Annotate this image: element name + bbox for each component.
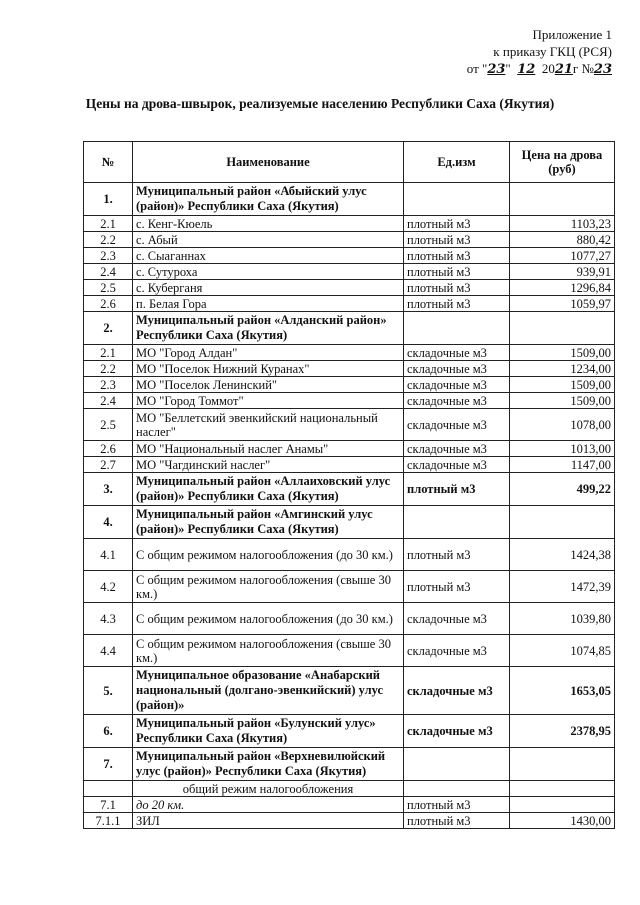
- handwritten-month: 12: [517, 62, 536, 77]
- row-price: 880,42: [510, 232, 615, 248]
- row-name: С общим режимом налогообложения (до 30 км.): [133, 603, 404, 635]
- row-unit: [404, 748, 510, 781]
- row-name: с. Куберганя: [133, 280, 404, 296]
- row-number: 1.: [84, 183, 133, 216]
- row-price: [510, 797, 615, 813]
- handwritten-day: 23: [487, 62, 506, 77]
- row-unit: складочные м3: [404, 603, 510, 635]
- row-unit: плотный м3: [404, 248, 510, 264]
- row-price: 1039,80: [510, 603, 615, 635]
- row-price: [510, 183, 615, 216]
- row-number: 2.3: [84, 248, 133, 264]
- table-row: [84, 264, 615, 280]
- row-name: с. Абый: [133, 232, 404, 248]
- table-row: [84, 280, 615, 296]
- row-price: [510, 312, 615, 345]
- table-row: [84, 296, 615, 312]
- row-price: 1074,85: [510, 635, 615, 667]
- table-row: [84, 393, 615, 409]
- row-number: 2.4: [84, 393, 133, 409]
- column-header-unit: Ед.изм: [404, 142, 510, 183]
- section-row: [84, 183, 615, 216]
- row-number: 4.2: [84, 571, 133, 603]
- handwritten-number: 23: [593, 62, 612, 77]
- table-row: [84, 781, 615, 797]
- row-price: [510, 781, 615, 797]
- table-body: [84, 183, 615, 829]
- row-price: [510, 748, 615, 781]
- table-row: [84, 603, 615, 635]
- row-name: С общим режимом налогообложения (свыше 30 км.): [133, 635, 404, 667]
- row-unit: плотный м3: [404, 280, 510, 296]
- row-unit: плотный м3: [404, 813, 510, 829]
- row-unit: складочные м3: [404, 667, 510, 715]
- row-unit: [404, 183, 510, 216]
- row-price: 1430,00: [510, 813, 615, 829]
- row-number: 2.6: [84, 441, 133, 457]
- row-name: Муниципальный район «Абыйский улус (район)» Республики Саха (Якутия): [133, 183, 404, 216]
- row-unit: плотный м3: [404, 232, 510, 248]
- row-price: 1296,84: [510, 280, 615, 296]
- row-price: 1059,97: [510, 296, 615, 312]
- row-number: 4.1: [84, 539, 133, 571]
- table-row: [84, 248, 615, 264]
- row-name: Муниципальный район «Булунский улус» Республики Саха (Якутия): [133, 715, 404, 748]
- row-number: 7.: [84, 748, 133, 781]
- row-number: 2.7: [84, 457, 133, 473]
- table-row: [84, 345, 615, 361]
- section-row: [84, 473, 615, 506]
- row-price: 1234,00: [510, 361, 615, 377]
- row-number: 4.3: [84, 603, 133, 635]
- section-row: [84, 312, 615, 345]
- row-unit: плотный м3: [404, 473, 510, 506]
- price-table: [83, 141, 615, 829]
- table-row: [84, 216, 615, 232]
- section-row: [84, 748, 615, 781]
- row-name: МО "Национальный наслег Анамы": [133, 441, 404, 457]
- table-row: [84, 813, 615, 829]
- row-name: ЗИЛ: [133, 813, 404, 829]
- row-unit: складочные м3: [404, 393, 510, 409]
- section-row: [84, 667, 615, 715]
- row-number: 2.2: [84, 361, 133, 377]
- row-price: 2378,95: [510, 715, 615, 748]
- row-number: 3.: [84, 473, 133, 506]
- row-price: 939,91: [510, 264, 615, 280]
- row-name: МО "Город Алдан": [133, 345, 404, 361]
- row-unit: плотный м3: [404, 216, 510, 232]
- row-unit: плотный м3: [404, 797, 510, 813]
- row-name: С общим режимом налогообложения (свыше 30 км.): [133, 571, 404, 603]
- column-header-name: Наименование: [133, 142, 404, 183]
- section-row: [84, 506, 615, 539]
- row-name: МО "Беллетский эвенкийский национальный наслег": [133, 409, 404, 441]
- row-name: МО "Чагдинский наслег": [133, 457, 404, 473]
- handwritten-year: 21: [554, 62, 573, 77]
- table-row: [84, 232, 615, 248]
- row-unit: складочные м3: [404, 457, 510, 473]
- table-row: [84, 441, 615, 457]
- row-unit: плотный м3: [404, 296, 510, 312]
- row-name: с. Сыаганнах: [133, 248, 404, 264]
- row-unit: складочные м3: [404, 409, 510, 441]
- row-price: 1013,00: [510, 441, 615, 457]
- row-number: 7.1.1: [84, 813, 133, 829]
- row-number: 2.5: [84, 409, 133, 441]
- row-unit: складочные м3: [404, 345, 510, 361]
- table-row: [84, 361, 615, 377]
- row-number: 2.5: [84, 280, 133, 296]
- row-name: общий режим налогообложения: [133, 781, 404, 797]
- row-number: 5.: [84, 667, 133, 715]
- row-number: [84, 781, 133, 797]
- row-price: 1103,23: [510, 216, 615, 232]
- table-row: [84, 571, 615, 603]
- row-number: 7.1: [84, 797, 133, 813]
- section-row: [84, 715, 615, 748]
- row-price: 1424,38: [510, 539, 615, 571]
- row-unit: [404, 781, 510, 797]
- row-name: с. Кенг-Кюель: [133, 216, 404, 232]
- document-title: Цены на дрова-швырок, реализуемые населению Республики Саха (Якутия): [85, 96, 555, 111]
- row-number: 2.4: [84, 264, 133, 280]
- row-price: 1077,27: [510, 248, 615, 264]
- row-name: до 20 км.: [133, 797, 404, 813]
- row-price: 1653,05: [510, 667, 615, 715]
- row-price: [510, 506, 615, 539]
- row-number: 4.4: [84, 635, 133, 667]
- table-row: [84, 409, 615, 441]
- table-row: [84, 635, 615, 667]
- row-price: 1509,00: [510, 377, 615, 393]
- row-unit: складочные м3: [404, 361, 510, 377]
- row-number: 2.2: [84, 232, 133, 248]
- row-name: Муниципальный район «Амгинский улус (район)» Республики Саха (Якутия): [133, 506, 404, 539]
- row-number: 2.1: [84, 345, 133, 361]
- row-name: п. Белая Гора: [133, 296, 404, 312]
- row-price: 1078,00: [510, 409, 615, 441]
- row-name: С общим режимом налогообложения (до 30 км.): [133, 539, 404, 571]
- row-name: Муниципальный район «Алданский район» Республики Саха (Якутия): [133, 312, 404, 345]
- column-header-price: Цена на дрова (руб): [510, 142, 615, 183]
- row-unit: складочные м3: [404, 377, 510, 393]
- row-name: Муниципальный район «Верхневилюйский улус (район)» Республики Саха (Якутия): [133, 748, 404, 781]
- row-unit: [404, 506, 510, 539]
- row-name: МО "Поселок Нижний Куранах": [133, 361, 404, 377]
- row-number: 2.1: [84, 216, 133, 232]
- row-number: 6.: [84, 715, 133, 748]
- row-price: 1509,00: [510, 393, 615, 409]
- table-row: [84, 539, 615, 571]
- row-unit: плотный м3: [404, 264, 510, 280]
- order-date-line: от "23" 12 2021г №23: [466, 61, 612, 77]
- row-number: 2.6: [84, 296, 133, 312]
- row-price: 1472,39: [510, 571, 615, 603]
- document-header: [467, 26, 612, 78]
- row-unit: складочные м3: [404, 635, 510, 667]
- row-unit: складочные м3: [404, 441, 510, 457]
- row-name: Муниципальный район «Аллаиховский улус (район)» Республики Саха (Якутия): [133, 473, 404, 506]
- appendix-label: Приложение 1: [532, 27, 612, 42]
- table-row: [84, 377, 615, 393]
- row-number: 2.3: [84, 377, 133, 393]
- row-price: 1509,00: [510, 345, 615, 361]
- table-row: [84, 797, 615, 813]
- row-name: МО "Город Томмот": [133, 393, 404, 409]
- table-header-row: [84, 142, 615, 183]
- row-name: Муниципальное образование «Анабарский национальный (долгано-эвенкийский) улус (район)»: [133, 667, 404, 715]
- row-price: 499,22: [510, 473, 615, 506]
- row-number: 2.: [84, 312, 133, 345]
- row-name: МО "Поселок Ленинский": [133, 377, 404, 393]
- row-unit: плотный м3: [404, 539, 510, 571]
- row-unit: [404, 312, 510, 345]
- row-unit: плотный м3: [404, 571, 510, 603]
- row-name: с. Сутуроха: [133, 264, 404, 280]
- order-label: к приказу ГКЦ (РСЯ): [493, 44, 612, 59]
- table-row: [84, 457, 615, 473]
- row-number: 4.: [84, 506, 133, 539]
- row-unit: складочные м3: [404, 715, 510, 748]
- row-price: 1147,00: [510, 457, 615, 473]
- column-header-number: №: [84, 142, 133, 183]
